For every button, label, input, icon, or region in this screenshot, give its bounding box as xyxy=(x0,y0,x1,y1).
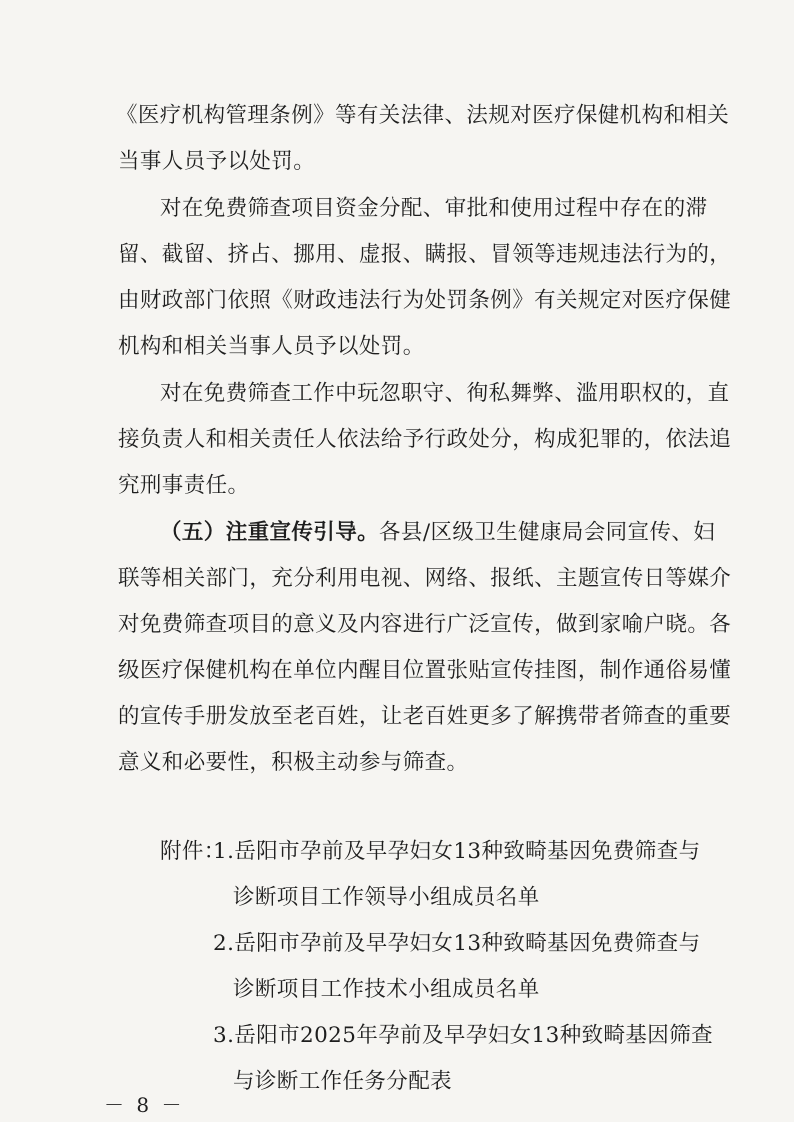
paragraph-4-line-1-text: 各县/区级卫生健康局会同宣传、妇 xyxy=(379,520,716,545)
paragraph-2-line-4: 机构和相关当事人员予以处罚。 xyxy=(118,334,425,359)
attachment-1-line-2: 诊断项目工作领导小组成员名单 xyxy=(233,885,540,910)
paragraph-4-line-3: 对免费筛查项目的意义及内容进行广泛宣传，做到家喻户晓。各 xyxy=(118,612,732,637)
paragraph-2-line-2: 留、截留、挤占、挪用、虚报、瞒报、冒领等违规违法行为的， xyxy=(118,242,732,267)
paragraph-3-line-1: 对在免费筛查工作中玩忽职守、徇私舞弊、滥用职权的，直 xyxy=(160,381,730,406)
attachment-3-line-1: 3.岳阳市2025年孕前及早孕妇女13种致畸基因筛查 xyxy=(213,1023,713,1048)
paragraph-2-line-3: 由财政部门依照《财政违法行为处罚条例》有关规定对医疗保健 xyxy=(118,288,732,313)
section-heading: （五）注重宣传引导。 xyxy=(160,520,380,545)
paragraph-4-line-1 xyxy=(160,517,715,549)
attachment-2-line-2: 诊断项目工作技术小组成员名单 xyxy=(233,977,540,1002)
paragraph-3-line-3: 究刑事责任。 xyxy=(118,473,250,498)
attachment-2-line-1: 2.岳阳市孕前及早孕妇女13种致畸基因免费筛查与 xyxy=(213,931,701,956)
paragraph-2-line-1: 对在免费筛查项目资金分配、审批和使用过程中存在的滞 xyxy=(160,196,708,221)
paragraph-1-line-1: 《医疗机构管理条例》等有关法律、法规对医疗保健机构和相关 xyxy=(116,103,730,128)
paragraph-4-line-5: 的宣传手册发放至老百姓，让老百姓更多了解携带者筛查的重要 xyxy=(118,704,732,729)
paragraph-1-line-2: 当事人员予以处罚。 xyxy=(118,149,316,174)
paragraph-4-line-4: 级医疗保健机构在单位内醒目位置张贴宣传挂图，制作通俗易懂 xyxy=(118,658,732,683)
page-number: － 8 － xyxy=(104,1093,185,1117)
attachment-3-line-2: 与诊断工作任务分配表 xyxy=(233,1069,453,1094)
paragraph-4-line-2: 联等相关部门，充分利用电视、网络、报纸、主题宣传日等媒介 xyxy=(118,566,732,591)
attachment-1-line-1: 1.岳阳市孕前及早孕妇女13种致畸基因免费筛查与 xyxy=(213,839,701,864)
paragraph-3-line-2: 接负责人和相关责任人依法给予行政处分，构成犯罪的，依法追 xyxy=(118,427,732,452)
paragraph-4-line-6: 意义和必要性，积极主动参与筛查。 xyxy=(118,750,469,775)
attachments-label: 附件： xyxy=(160,839,226,864)
